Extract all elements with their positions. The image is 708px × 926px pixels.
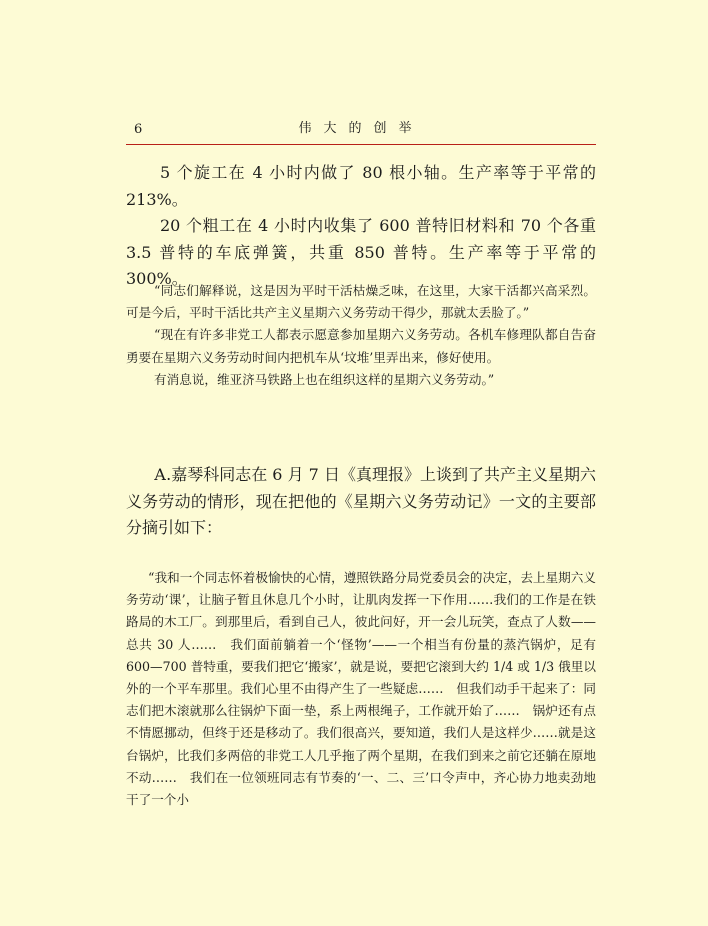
page-number: 6 <box>134 122 143 137</box>
intro-paragraph: 5 个旋工在 4 小时内做了 80 根小轴。生产率等于平常的 213%。 <box>126 163 596 209</box>
quote-paragraph: “现在有许多非党工人都表示愿意参加星期六义务劳动。各机车修理队都自告奋勇要在星期六义务劳动时间内把机车从‘坟堆’里弄出来，修好使用。 <box>126 327 596 365</box>
quote-paragraph: 有消息说，维亚济马铁路上也在组织这样的星期六义务劳动。” <box>154 371 495 387</box>
quote-paragraph: “同志们解释说，这是因为平时干活枯燥乏味，在这里，大家干活都兴高采烈。可是今后，平时干活比共产主义星期六义务劳动干得少，那就太丢脸了。” <box>126 283 596 321</box>
intro-paragraph: 20 个粗工在 4 小时内收集了 600 普特旧材料和 70 个各重 3.5 普特的车底弹簧，共重 850 普特。生产率等于平常的 300%。 <box>126 216 596 288</box>
header-rule <box>126 144 596 145</box>
citation-section <box>126 462 596 542</box>
quote-block-two <box>126 567 596 811</box>
citation-paragraph: А.嘉琴科同志在 6 月 7 日《真理报》上谈到了共产主义星期六义务劳动的情形，现在把他的《星期六义务劳动记》一文的主要部分摘引如下： <box>126 465 596 537</box>
quote-paragraph: “我和一个同志怀着极愉快的心情，遵照铁路分局党委员会的决定，去上星期六义务劳动‘课’，让脑子暂且休息几个小时，让肌肉发挥一下作用……我们的工作是在铁路局的木工厂。到那里后，看到自己人，彼此问好，开一会儿玩笑，查点了人数——总共 30 人…… 我们面前躺着一个‘怪物’——一个相当有份量的蒸汽锅炉，足有 600—700 普特重，要我们把它‘搬家’，就是说，要把它滚到大约 1/4 或 1/3 俄里以外的一个平车那里。我们心里不由得产生了一些疑虑…… 但我们动手干起来了：同志们把木滚就那么往锅炉下面一垫，系上两根绳子，工作就开始了…… 锅炉还有点不情愿挪动，但终于还是移动了。我们很高兴，要知道，我们人是这样少……就是这台锅炉，比我们多两倍的非党工人几乎拖了两个星期，在我们到来之前它还躺在原地不动…… 我们在一位领班同志有节奏的‘一、二、三’口令声中，齐心协力地卖劲地干了一个小 <box>126 570 596 808</box>
page-header <box>126 120 596 144</box>
running-title: 伟大的创举 <box>298 121 424 136</box>
intro-section <box>126 160 596 293</box>
quote-block-one <box>126 280 596 391</box>
